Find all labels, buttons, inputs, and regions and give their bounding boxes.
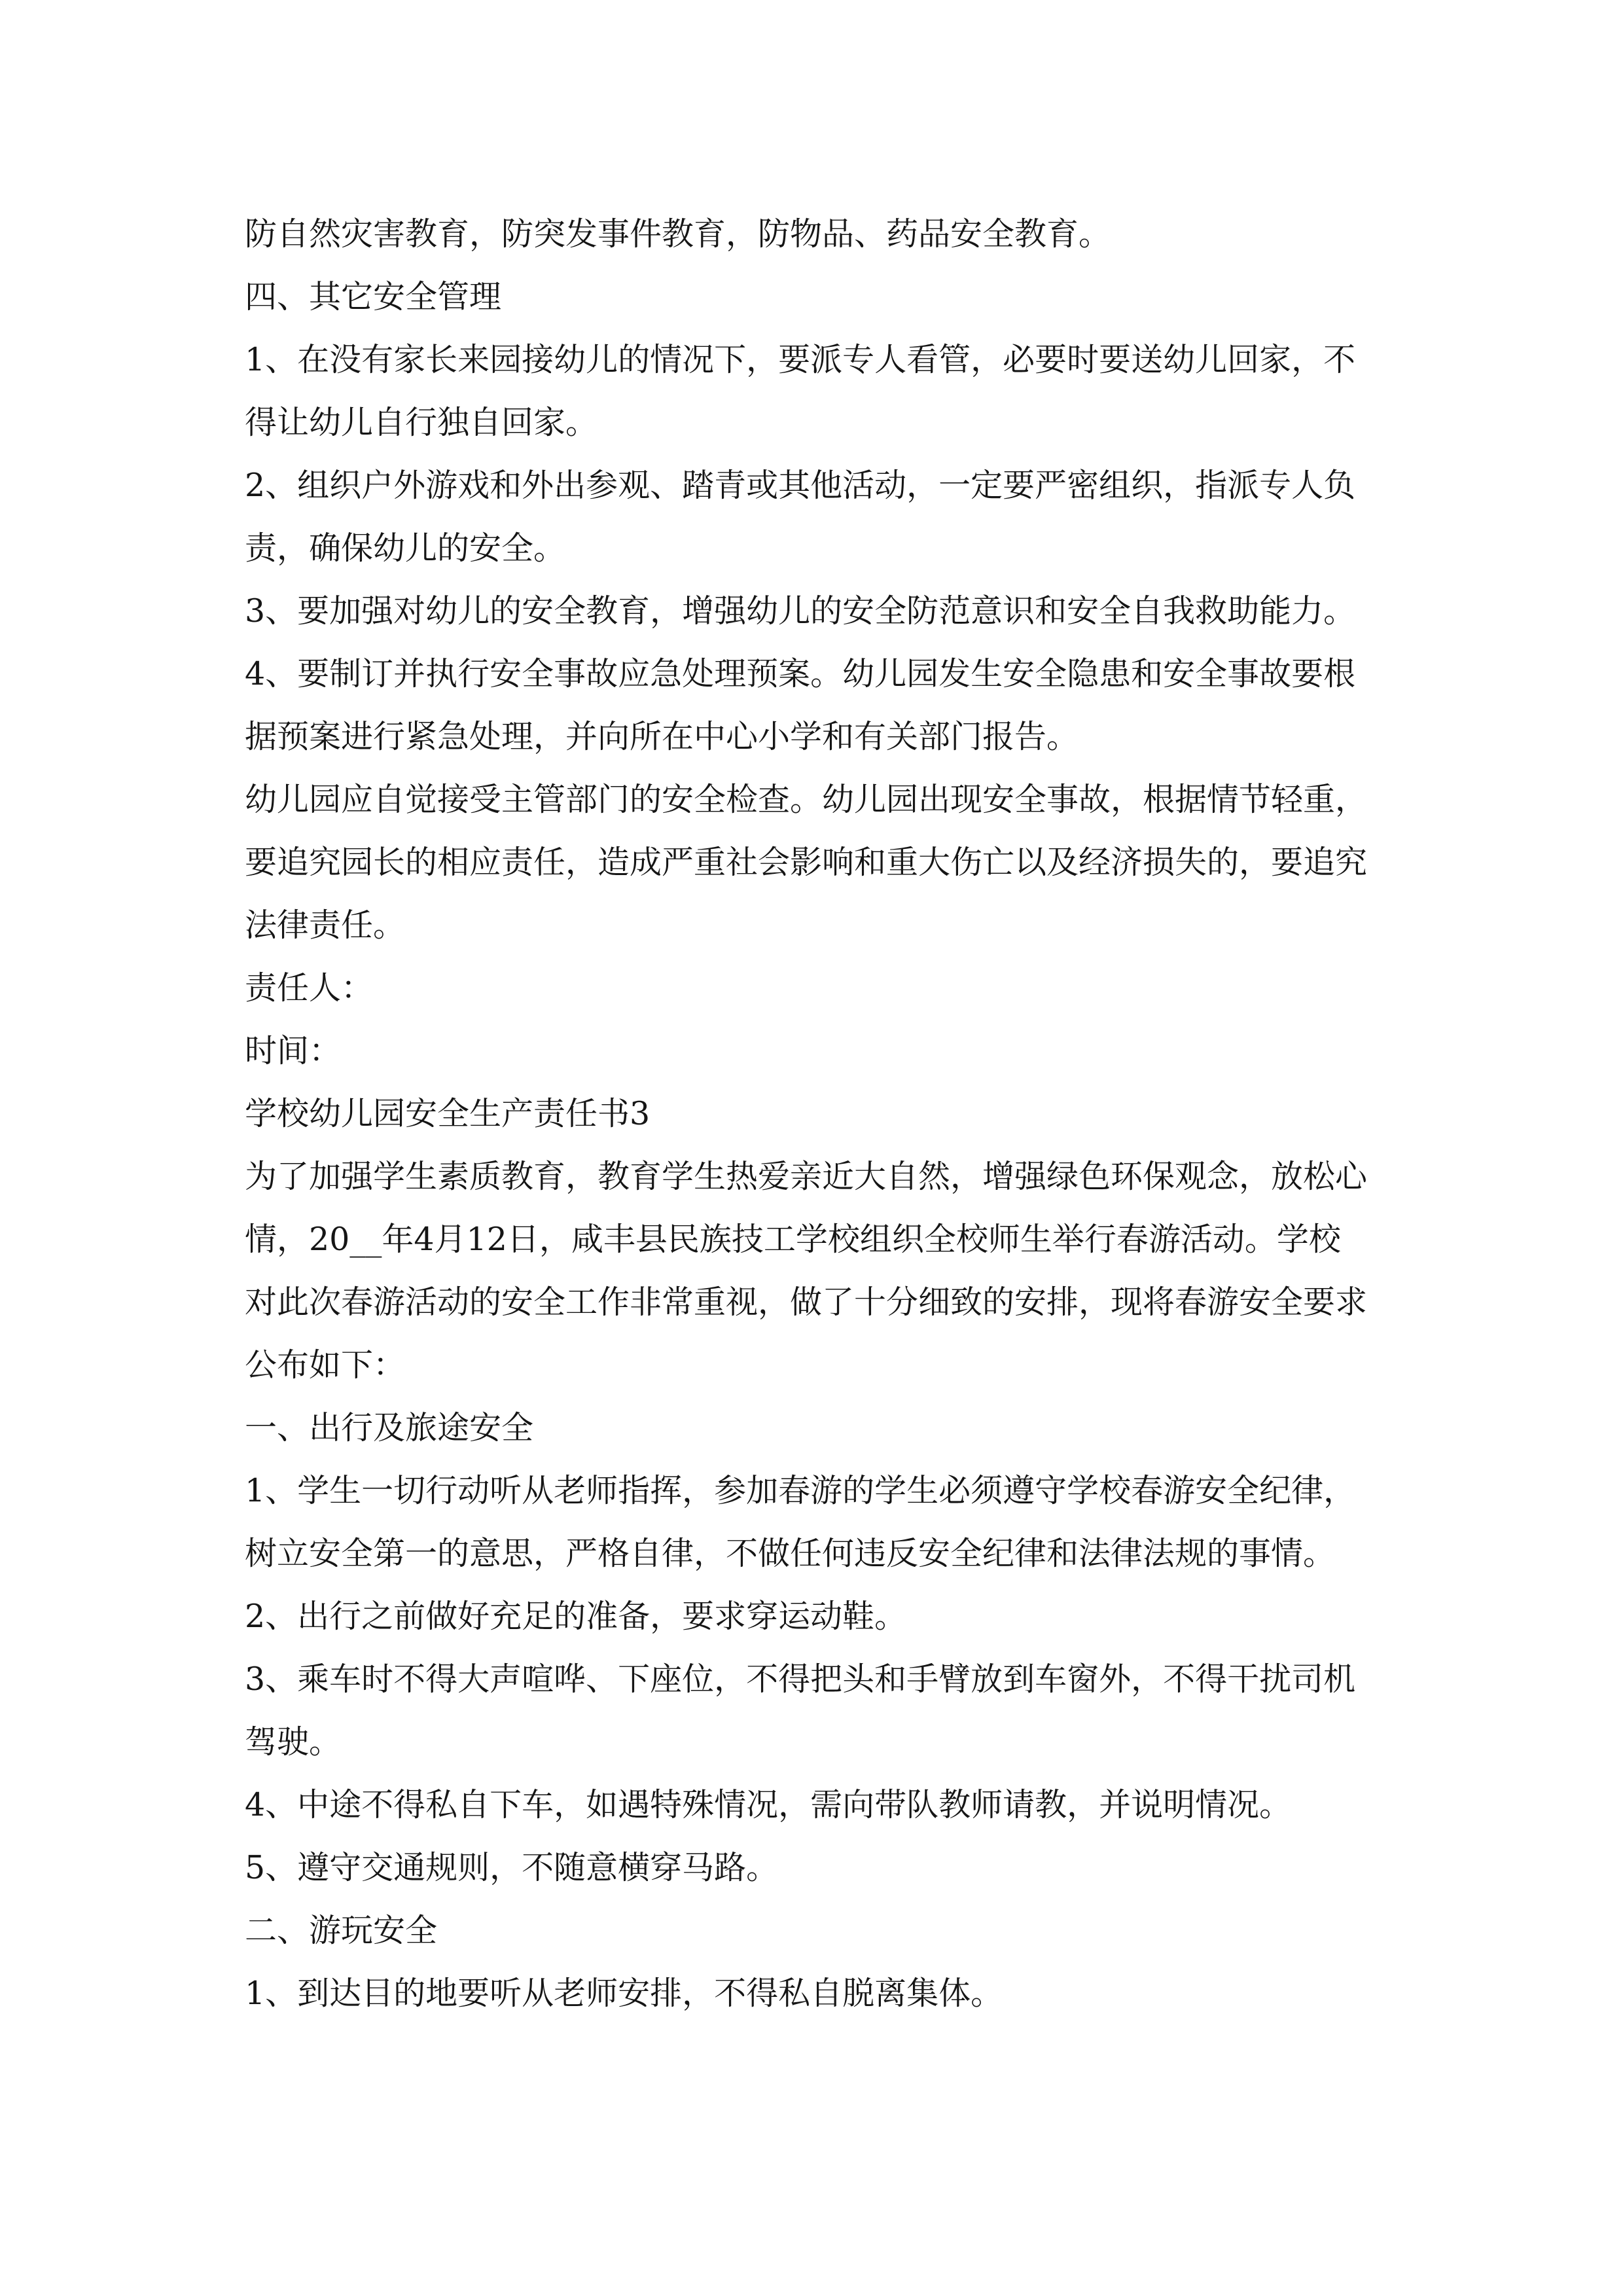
section-heading: 二、游玩安全 (245, 1912, 438, 1949)
paragraph-line: 3、乘车时不得大声喧哗、下座位，不得把头和手臂放到车窗外，不得干扰司机 (245, 1660, 1356, 1698)
document-title: 学校幼儿园安全生产责任书3 (245, 1095, 651, 1132)
paragraph-line: 2、出行之前做好充足的准备，要求穿运动鞋。 (245, 1598, 907, 1635)
paragraph-line: 幼儿园应自觉接受主管部门的安全检查。幼儿园出现安全事故，根据情节轻重， (245, 781, 1368, 818)
paragraph-line: 法律责任。 (245, 906, 406, 944)
paragraph-line: 为了加强学生素质教育，教育学生热爱亲近大自然，增强绿色环保观念，放松心 (245, 1158, 1368, 1195)
paragraph-line: 2、组织户外游戏和外出参观、踏青或其他活动，一定要严密组织，指派专人负 (245, 467, 1356, 504)
paragraph-line: 据预案进行紧急处理，并向所在中心小学和有关部门报告。 (245, 718, 1079, 755)
paragraph-line: 1、学生一切行动听从老师指挥，参加春游的学生必须遵守学校春游安全纪律， (245, 1472, 1356, 1509)
document-body (245, 203, 1383, 2025)
paragraph-line: 责，确保幼儿的安全。 (245, 529, 566, 567)
section-heading: 四、其它安全管理 (245, 278, 502, 315)
responsible-person-label: 责任人： (245, 969, 374, 1007)
paragraph-line: 1、在没有家长来园接幼儿的情况下，要派专人看管，必要时要送幼儿回家，不 (245, 341, 1356, 378)
paragraph-line: 5、遵守交通规则，不随意横穿马路。 (245, 1849, 779, 1886)
date-label: 时间： (245, 1032, 342, 1069)
paragraph-line: 4、中途不得私自下车，如遇特殊情况，需向带队教师请教，并说明情况。 (245, 1786, 1292, 1823)
paragraph-line: 1、到达目的地要听从老师安排，不得私自脱离集体。 (245, 1975, 1003, 2012)
section-heading: 一、出行及旅途安全 (245, 1409, 534, 1446)
paragraph-line: 得让幼儿自行独自回家。 (245, 404, 598, 441)
paragraph-line: 3、要加强对幼儿的安全教育，增强幼儿的安全防范意识和安全自我救助能力。 (245, 592, 1356, 630)
paragraph-line: 4、要制订并执行安全事故应急处理预案。幼儿园发生安全隐患和安全事故要根 (245, 655, 1356, 692)
paragraph-line: 要追究园长的相应责任，造成严重社会影响和重大伤亡以及经济损失的，要追究 (245, 844, 1368, 881)
paragraph-line: 树立安全第一的意思，严格自律，不做任何违反安全纪律和法律法规的事情。 (245, 1535, 1336, 1572)
paragraph-line: 驾驶。 (245, 1723, 342, 1761)
paragraph-line: 情，20__年4月12日，咸丰县民族技工学校组织全校师生举行春游活动。学校 (245, 1221, 1341, 1258)
paragraph-line: 公布如下： (245, 1346, 406, 1384)
paragraph-line: 防自然灾害教育，防突发事件教育，防物品、药品安全教育。 (245, 215, 1111, 253)
paragraph-line: 对此次春游活动的安全工作非常重视，做了十分细致的安排，现将春游安全要求 (245, 1283, 1368, 1321)
